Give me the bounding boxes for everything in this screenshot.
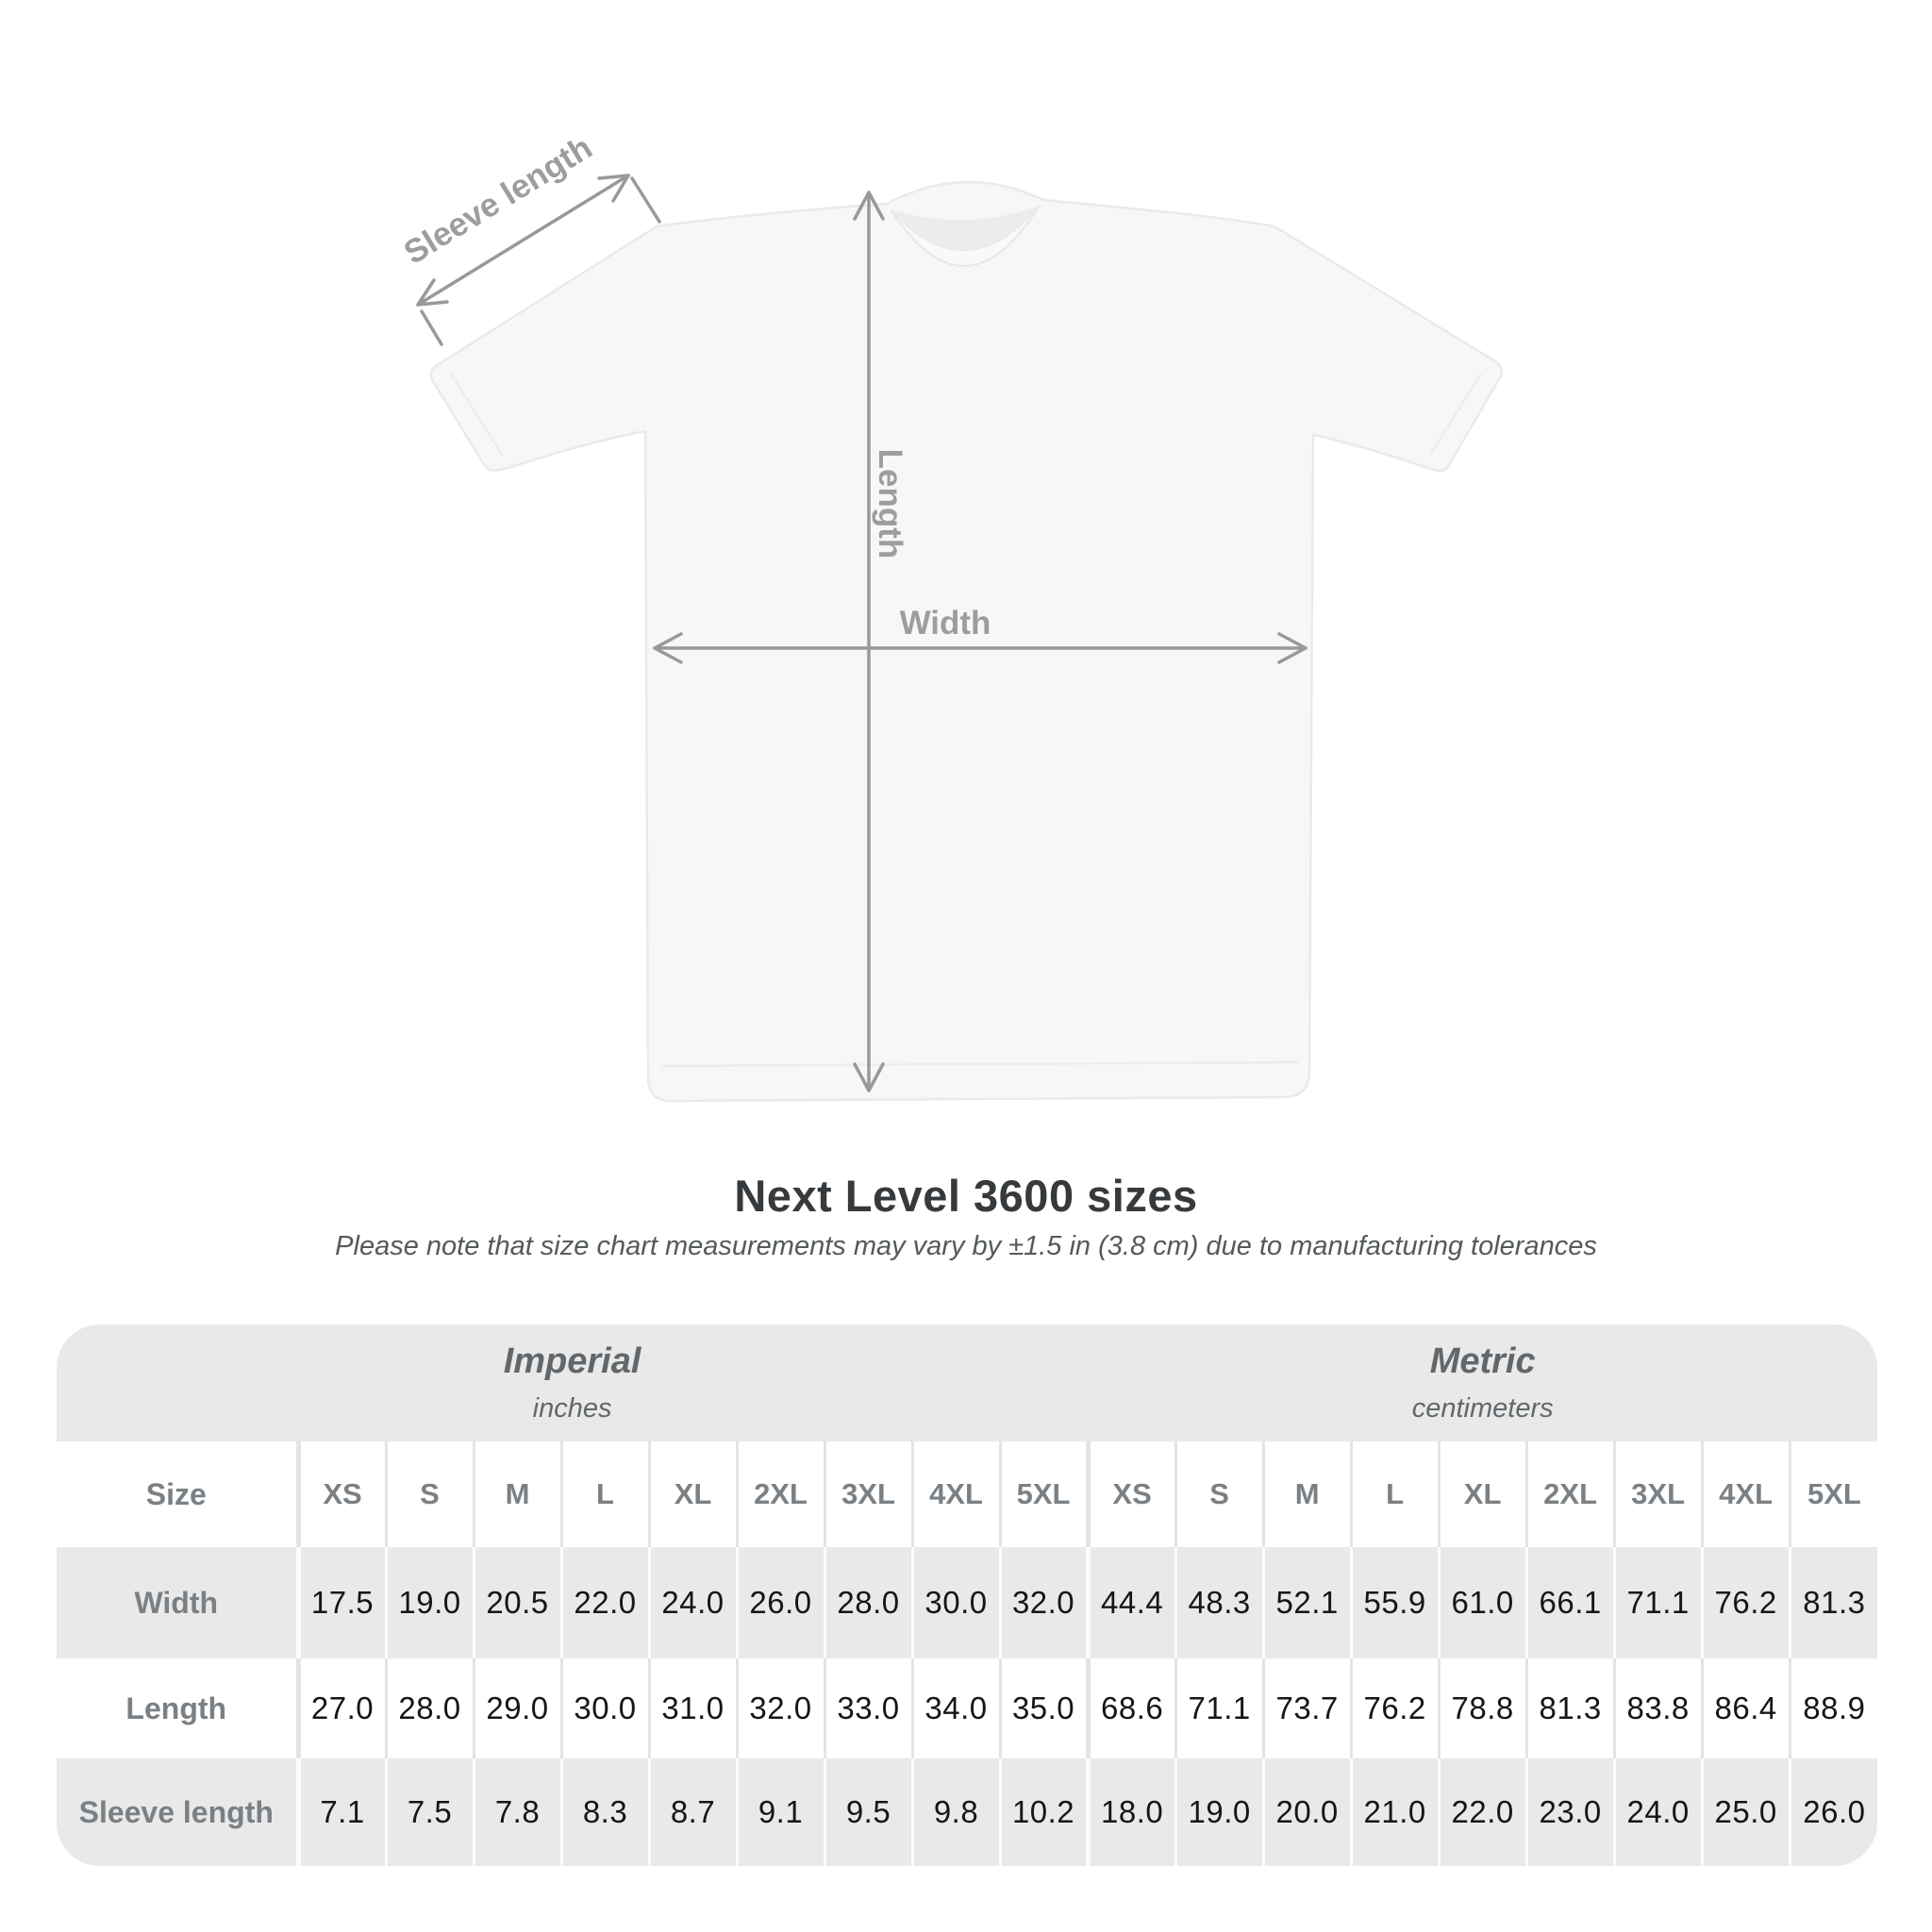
value-cell: 20.0: [1263, 1758, 1351, 1866]
size-header-cell: 3XL: [1614, 1441, 1702, 1547]
unit-group-header-row: [57, 1324, 1877, 1441]
page-title: Next Level 3600 sizes: [734, 1171, 1198, 1221]
value-cell: 22.0: [1439, 1758, 1526, 1866]
value-cell: 81.3: [1790, 1547, 1877, 1658]
value-cell: 28.0: [824, 1547, 912, 1658]
value-cell: 19.0: [1175, 1758, 1263, 1866]
value-cell: 33.0: [824, 1658, 912, 1758]
size-header-cell: 4XL: [912, 1441, 1000, 1547]
metric-group-unit: centimeters: [1411, 1393, 1554, 1424]
value-cell: 76.2: [1351, 1658, 1439, 1758]
value-cell: 71.1: [1175, 1658, 1263, 1758]
imperial-group-title: Imperial: [503, 1341, 641, 1381]
size-header-cell: 3XL: [824, 1441, 912, 1547]
value-cell: 22.0: [561, 1547, 649, 1658]
size-header-cell: 5XL: [1000, 1441, 1088, 1547]
value-cell: 28.0: [386, 1658, 474, 1758]
value-cell: 25.0: [1702, 1758, 1790, 1866]
size-header-cell: XL: [1439, 1441, 1526, 1547]
size-header-cell: M: [474, 1441, 561, 1547]
value-cell: 73.7: [1263, 1658, 1351, 1758]
value-cell: 61.0: [1439, 1547, 1526, 1658]
value-cell: 7.1: [298, 1758, 386, 1866]
size-header-cell: L: [1351, 1441, 1439, 1547]
value-cell: 44.4: [1088, 1547, 1175, 1658]
unit-group-metric: [1088, 1324, 1877, 1441]
size-header-row: [57, 1441, 1877, 1547]
value-cell: 17.5: [298, 1547, 386, 1658]
value-cell: 83.8: [1614, 1658, 1702, 1758]
value-cell: 55.9: [1351, 1547, 1439, 1658]
value-cell: 88.9: [1790, 1658, 1877, 1758]
value-cell: 32.0: [737, 1658, 824, 1758]
value-cell: 29.0: [474, 1658, 561, 1758]
size-header-cell: 2XL: [737, 1441, 824, 1547]
size-chart-table-container: [57, 1324, 1877, 1866]
sleeve-length-arrow-label: Sleeve length: [397, 128, 599, 272]
page-subtitle: Please note that size chart measurements may vary by ±1.5 in (3.8 cm) due to manufacturing tolerances: [335, 1231, 1597, 1261]
value-cell: 21.0: [1351, 1758, 1439, 1866]
size-header-cell: M: [1263, 1441, 1351, 1547]
value-cell: 81.3: [1526, 1658, 1614, 1758]
value-cell: 26.0: [1790, 1758, 1877, 1866]
value-cell: 26.0: [737, 1547, 824, 1658]
value-cell: 24.0: [1614, 1758, 1702, 1866]
value-cell: 76.2: [1702, 1547, 1790, 1658]
value-cell: 32.0: [1000, 1547, 1088, 1658]
value-cell: 7.5: [386, 1758, 474, 1866]
size-header-cell: XL: [649, 1441, 737, 1547]
row-label: Length: [57, 1658, 298, 1758]
value-cell: 19.0: [386, 1547, 474, 1658]
size-header-cell: L: [561, 1441, 649, 1547]
value-cell: 30.0: [912, 1547, 1000, 1658]
value-cell: 27.0: [298, 1658, 386, 1758]
size-header-cell: 4XL: [1702, 1441, 1790, 1547]
value-cell: 86.4: [1702, 1658, 1790, 1758]
size-chart-table: [57, 1324, 1877, 1866]
value-cell: 9.5: [824, 1758, 912, 1866]
value-cell: 35.0: [1000, 1658, 1088, 1758]
width-arrow-label: Width: [899, 605, 991, 641]
value-cell: 31.0: [649, 1658, 737, 1758]
value-cell: 34.0: [912, 1658, 1000, 1758]
row-label: Width: [57, 1547, 298, 1658]
size-header-cell: 5XL: [1790, 1441, 1877, 1547]
width-row: [57, 1547, 1877, 1658]
size-header-cell: XS: [1088, 1441, 1175, 1547]
metric-group-title: Metric: [1429, 1341, 1536, 1381]
size-column-header: Size: [57, 1441, 298, 1547]
row-label: Sleeve length: [57, 1758, 298, 1866]
value-cell: 68.6: [1088, 1658, 1175, 1758]
length-arrow-label: Length: [872, 448, 908, 559]
value-cell: 71.1: [1614, 1547, 1702, 1658]
value-cell: 7.8: [474, 1758, 561, 1866]
value-cell: 30.0: [561, 1658, 649, 1758]
value-cell: 23.0: [1526, 1758, 1614, 1866]
value-cell: 8.7: [649, 1758, 737, 1866]
size-header-cell: S: [386, 1441, 474, 1547]
value-cell: 18.0: [1088, 1758, 1175, 1866]
value-cell: 66.1: [1526, 1547, 1614, 1658]
size-header-cell: XS: [298, 1441, 386, 1547]
value-cell: 9.8: [912, 1758, 1000, 1866]
value-cell: 48.3: [1175, 1547, 1263, 1658]
unit-group-imperial: [57, 1324, 1088, 1441]
value-cell: 78.8: [1439, 1658, 1526, 1758]
sleeve-length-row: [57, 1758, 1877, 1866]
size-header-cell: S: [1175, 1441, 1263, 1547]
imperial-group-unit: inches: [532, 1393, 612, 1424]
value-cell: 8.3: [561, 1758, 649, 1866]
value-cell: 52.1: [1263, 1547, 1351, 1658]
size-header-cell: 2XL: [1526, 1441, 1614, 1547]
value-cell: 9.1: [737, 1758, 824, 1866]
value-cell: 24.0: [649, 1547, 737, 1658]
value-cell: 10.2: [1000, 1758, 1088, 1866]
length-row: [57, 1658, 1877, 1758]
value-cell: 20.5: [474, 1547, 561, 1658]
